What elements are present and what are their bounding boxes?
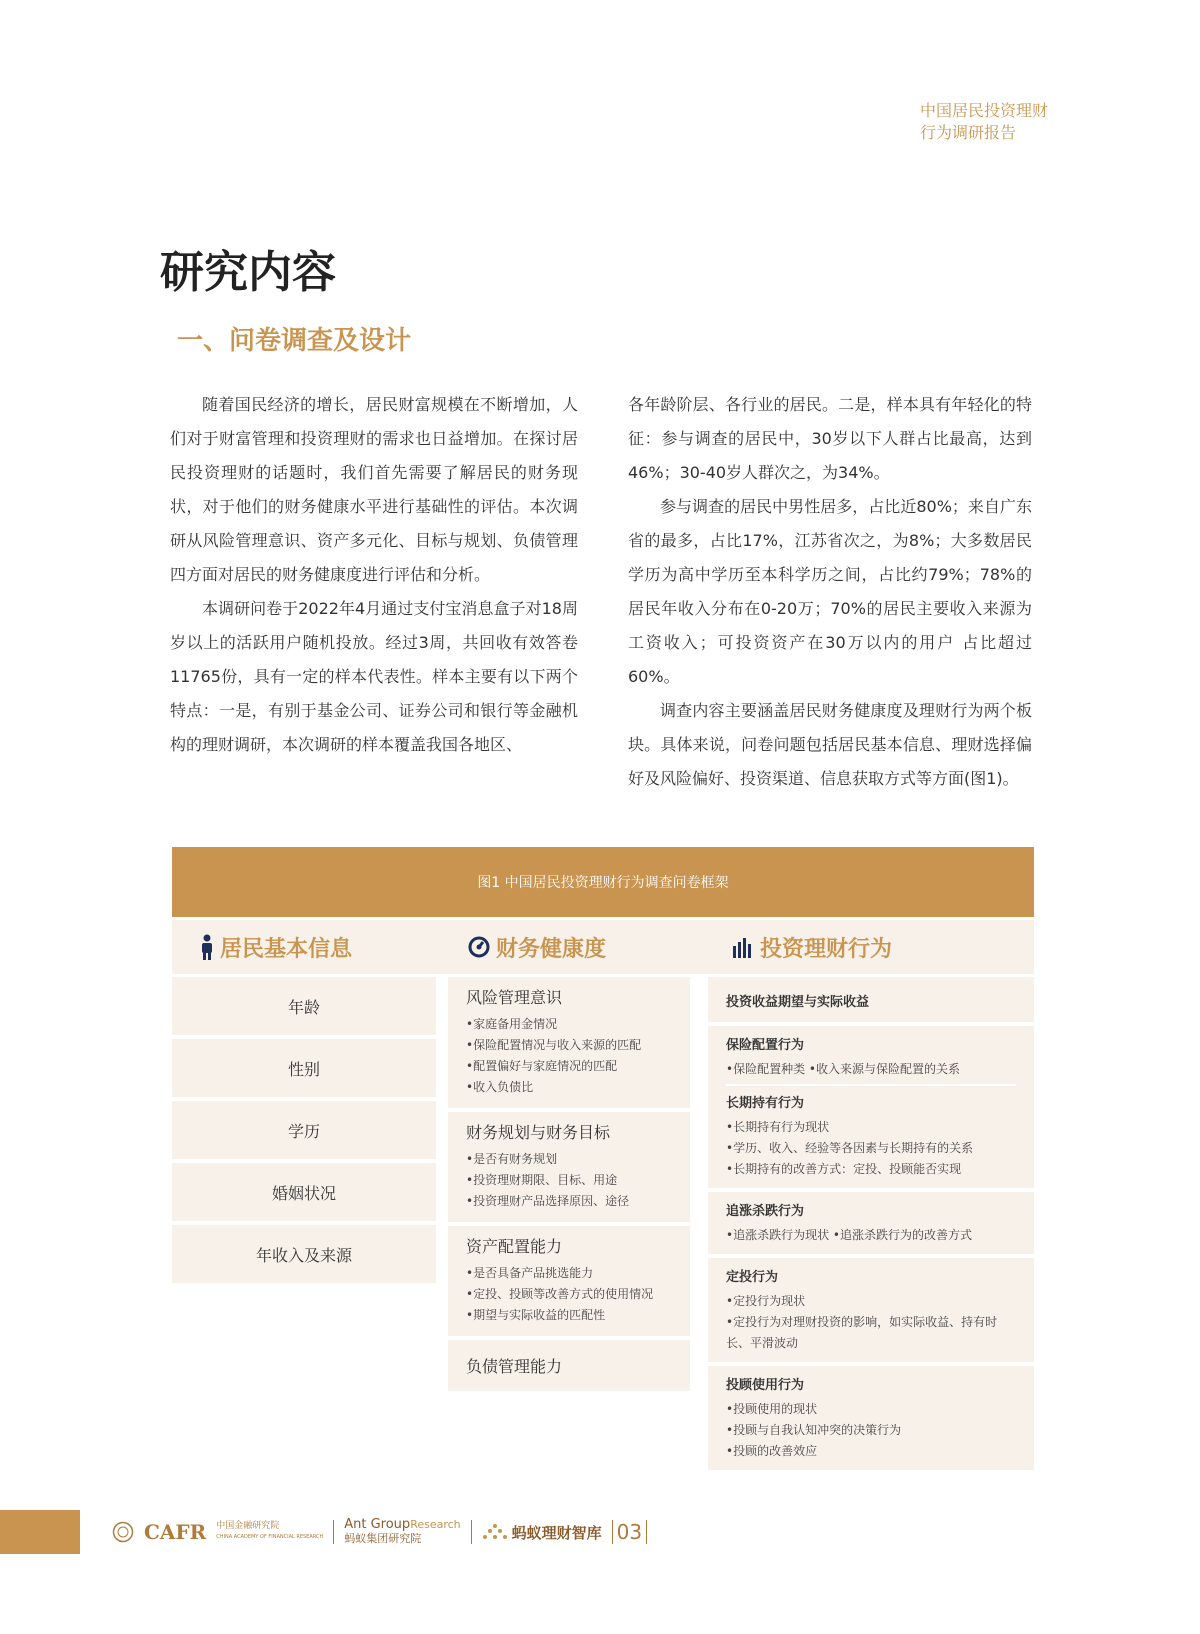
figure-title: 图1 中国居民投资理财行为调查问卷框架: [172, 847, 1034, 917]
cafr-logo: CAFR: [144, 1520, 207, 1544]
health-block-item: •配置偏好与家庭情况的匹配: [466, 1059, 618, 1073]
basic-info-item: 学历: [172, 1101, 436, 1159]
behavior-top-title: 投资收益期望与实际收益: [726, 995, 870, 1010]
bar-chart-icon: [732, 936, 754, 958]
behavior-subsection: [726, 1084, 1016, 1180]
health-block-item: •是否具备产品挑选能力: [466, 1266, 594, 1280]
category-label: 投资理财行为: [760, 936, 893, 962]
health-block-title: 资产配置能力: [466, 1237, 563, 1256]
think-tank-label: 蚂蚁理财智库: [511, 1523, 602, 1542]
paragraph: 随着国民经济的增长，居民财富规模在不断增加，人们对于财富管理和投资理财的需求也日益增加。在探讨居民投资理财的话题时，我们首先需要了解居民的财务现状，对于他们的财务健康水平进行基础性的评估。本次调研从风险管理意识、资产多元化、目标与规划、负债管理四方面对居民的财务健康度进行评估和分析。: [170, 395, 578, 584]
behavior-section-title: 追涨杀跌行为: [726, 1204, 805, 1219]
figure-categories: [172, 920, 1034, 974]
basic-info-item: 年龄: [172, 977, 436, 1035]
survey-framework-figure: [172, 847, 1034, 1458]
behavior-block: [708, 1026, 1034, 1188]
basic-info-item: 性别: [172, 1039, 436, 1097]
basic-info-item: 年收入及来源: [172, 1225, 436, 1283]
behavior-section-title: 定投行为: [726, 1270, 779, 1285]
footer-separator: [471, 1520, 472, 1544]
health-block-title: 财务规划与财务目标: [466, 1123, 611, 1142]
health-block-item: •是否有财务规划: [466, 1152, 558, 1166]
behavior-section-item: •投顾与自我认知冲突的决策行为: [726, 1423, 902, 1437]
paragraph: 各年龄阶层、各行业的居民。二是，样本具有年轻化的特征：参与调查的居民中，30岁以下人群占比最高，达到46%；30-40岁人群次之，为34%。: [628, 395, 1032, 482]
behavior-section-item: •定投行为对理财投资的影响，如实际收益、持有时长、平滑波动: [726, 1315, 998, 1350]
paragraph: 参与调查的居民中男性居多，占比近80%；来自广东省的最多，占比17%，江苏省次之，为8%；大多数居民学历为高中学历至本科学历之间，占比约79%；78%的居民年收入分布在0-20万；70%的居民主要收入来源为工资收入；可投资资产在30万以内的用户 占比超过60%。: [628, 497, 1032, 686]
running-header: [920, 100, 1048, 144]
category-label: 财务健康度: [496, 936, 607, 962]
header-line-2: 行为调研报告: [920, 123, 1017, 142]
behavior-section-item: •长期持有行为现状: [726, 1120, 830, 1134]
behavior-section-item: •保险配置种类 •收入来源与保险配置的关系: [726, 1062, 960, 1076]
basic-info-column: [172, 977, 436, 1287]
health-block: [448, 977, 690, 1108]
ant-wealth-think-tank-logo: [482, 1522, 602, 1543]
ant-group-research-logo: [344, 1518, 460, 1546]
ant-research-label: Research: [410, 1518, 461, 1531]
financial-health-column: [448, 977, 690, 1395]
investment-behavior-column: [708, 977, 1034, 1474]
paragraph: 本调研问卷于2022年4月通过支付宝消息盒子对18周岁以上的活跃用户随机投放。经过3周，共回收有效答卷11765份，具有一定的样本代表性。样本主要有以下两个特点：一是，有别于基金公司、证券公司和银行等金融机构的理财调研，本次调研的样本覆盖我国各地区、: [170, 599, 578, 754]
page-title: 研究内容: [160, 247, 336, 298]
footer-separator: [333, 1520, 334, 1544]
left-column: [170, 388, 578, 762]
behavior-section-item: •投顾使用的现状: [726, 1402, 818, 1416]
ant-group-label: Ant Group: [344, 1517, 411, 1532]
health-block-item: •定投、投顾等改善方式的使用情况: [466, 1287, 654, 1301]
behavior-section-item: •长期持有的改善方式：定投、投顾能否实现: [726, 1162, 962, 1176]
behavior-section-item: •追涨杀跌行为现状 •追涨杀跌行为的改善方式: [726, 1228, 972, 1242]
header-line-1: 中国居民投资理财: [920, 101, 1049, 120]
footer: [112, 1515, 647, 1549]
category-label: 居民基本信息: [220, 936, 353, 962]
health-block: [448, 1340, 690, 1391]
health-block-item: •家庭备用金情况: [466, 1017, 558, 1031]
health-block-item: •投资理财产品选择原因、途径: [466, 1194, 630, 1208]
health-block-item: •收入负债比: [466, 1080, 534, 1094]
behavior-section-title: 保险配置行为: [726, 1038, 805, 1053]
behavior-block: [708, 1192, 1034, 1254]
health-block-title: 风险管理意识: [466, 988, 563, 1007]
behavior-section-item: •学历、收入、经验等各因素与长期持有的关系: [726, 1141, 974, 1155]
cafr-seal-icon: [112, 1521, 134, 1543]
category-financial-health: [468, 932, 606, 963]
right-column: [628, 388, 1032, 796]
behavior-section-item: •定投行为现状: [726, 1294, 806, 1308]
health-block-item: •期望与实际收益的匹配性: [466, 1308, 606, 1322]
behavior-section-title: 长期持有行为: [726, 1096, 805, 1111]
behavior-block: [708, 1366, 1034, 1470]
health-gauge-icon: [468, 936, 490, 958]
category-investment-behavior: [732, 932, 892, 963]
cafr-cn-name: 中国金融研究院: [216, 1521, 280, 1531]
cafr-en-name: CHINA ACADEMY OF FINANCIAL RESEARCH: [216, 1534, 324, 1540]
behavior-section-title: 投顾使用行为: [726, 1378, 805, 1393]
health-block: [448, 1112, 690, 1222]
health-block: [448, 1226, 690, 1336]
footer-accent-bar: [0, 1510, 80, 1554]
basic-info-item: 婚姻状况: [172, 1163, 436, 1221]
behavior-block: [708, 977, 1034, 1022]
behavior-block: [708, 1258, 1034, 1362]
health-block-item: •投资理财期限、目标、用途: [466, 1173, 618, 1187]
section-subtitle: 一、问卷调查及设计: [177, 326, 412, 356]
ant-dots-icon: [482, 1523, 508, 1541]
person-icon: [200, 934, 214, 960]
paragraph: 调查内容主要涵盖居民财务健康度及理财行为两个板块。具体来说，问卷问题包括居民基本信息、理财选择偏好及风险偏好、投资渠道、信息获取方式等方面(图1)。: [628, 701, 1032, 788]
page-number: 03: [612, 1520, 647, 1544]
health-block-title: 负债管理能力: [466, 1357, 563, 1376]
ant-research-cn: 蚂蚁集团研究院: [344, 1532, 422, 1545]
health-block-item: •保险配置情况与收入来源的匹配: [466, 1038, 642, 1052]
category-basic-info: [200, 932, 352, 963]
behavior-section-item: •投顾的改善效应: [726, 1444, 818, 1458]
